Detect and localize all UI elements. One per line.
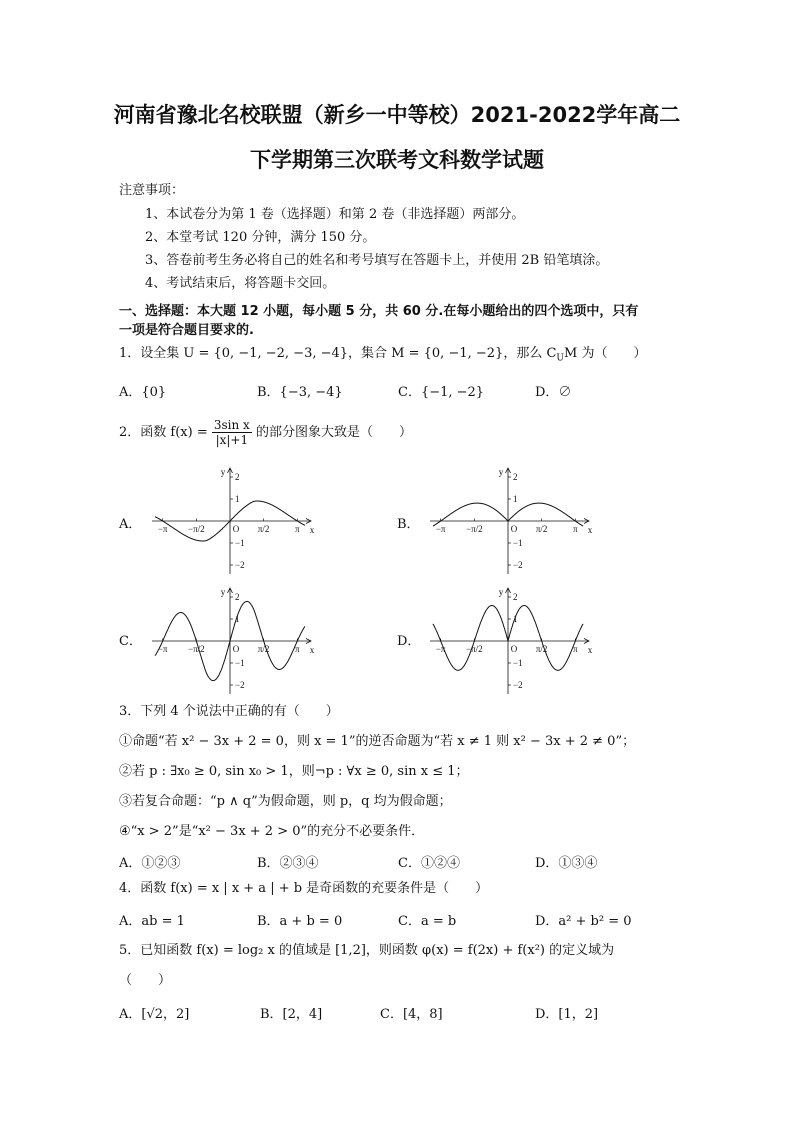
exam-title-line1: 河南省豫北名校联盟（新乡一中等校）2021-2022学年高二 <box>113 103 681 127</box>
q2-option-d-label: D． <box>397 634 421 649</box>
question-3-stem: 3．下列 4 个说法中正确的有（ ） <box>119 704 339 719</box>
x-tick-label: π/2 <box>257 524 270 534</box>
y-tick-label: −1 <box>513 538 523 548</box>
x-tick-label: −π/2 <box>466 524 483 534</box>
origin-label: O <box>232 524 240 534</box>
origin-label: O <box>510 524 518 534</box>
q3-option-d: D．①③④ <box>535 856 598 871</box>
q1-option-d: D．∅ <box>535 385 572 400</box>
y-tick-label: 2 <box>513 592 518 602</box>
q5-option-a: A．[√2，2] <box>119 1007 190 1022</box>
q5-option-b: B．[2，4] <box>260 1007 323 1022</box>
fraction-denominator: |x|+1 <box>215 433 249 447</box>
y-axis-label: y <box>220 587 226 597</box>
q2-option-c-label: C． <box>119 634 142 649</box>
question-1-text: 1．设全集 U = {0, −1, −2, −3, −4}，集合 M = {0, −1, −2}，那么 C <box>119 346 557 361</box>
fraction-numerator: 3sin x <box>213 418 250 432</box>
x-tick-label: π/2 <box>535 524 548 534</box>
q3-option-a: A．①②③ <box>119 856 181 871</box>
q4-option-d: D．a² + b² = 0 <box>535 914 632 929</box>
note-item: 3、答卷前考生务必将自己的姓名和考号填写在答题卡上，并使用 2B 铅笔填涂。 <box>145 253 609 268</box>
q3-statement-2: ②若 p : ∃x₀ ≥ 0, sin x₀ > 1，则¬p : ∀x ≥ 0, sin x ≤ 1； <box>119 764 469 779</box>
q1-option-a: A．{0} <box>119 385 167 400</box>
question-2-text: 2．函数 f(x) = <box>119 425 208 440</box>
note-item: 4、考试结束后，将答题卡交回。 <box>145 276 336 291</box>
note-item: 1、本试卷分为第 1 卷（选择题）和第 2 卷（非选择题）两部分。 <box>145 207 525 222</box>
notes-heading: 注意事项： <box>119 183 185 198</box>
exam-title-line2: 下学期第三次联考文科数学试题 <box>250 148 544 172</box>
y-tick-label: 1 <box>513 614 518 624</box>
origin-label: O <box>232 644 240 654</box>
q2-option-b-label: B． <box>397 517 420 532</box>
q1-option-c: C．{−1, −2} <box>398 385 485 400</box>
question-1-stem <box>119 345 646 368</box>
y-tick-label: −1 <box>235 538 245 548</box>
y-axis-label: y <box>220 467 226 477</box>
q5-option-d: D．[1，2] <box>535 1007 599 1022</box>
question-2-text-end: 的部分图象大致是（ ） <box>255 425 412 440</box>
q3-option-b: B．②③④ <box>257 856 319 871</box>
question-5-stem-cont: （ ） <box>119 973 172 988</box>
y-tick-label: 1 <box>235 494 240 504</box>
x-axis-label: x <box>309 645 315 655</box>
y-tick-label: −2 <box>513 560 523 570</box>
q1-option-b: B．{−3, −4} <box>257 385 343 400</box>
q3-statement-1: ①命题“若 x² − 3x + 2 = 0，则 x = 1”的逆否命题为“若 x ≠ 1 则 x² − 3x + 2 ≠ 0”； <box>119 734 636 749</box>
q4-option-a: A．ab = 1 <box>119 914 185 929</box>
graph-option-c <box>150 586 315 696</box>
y-tick-label: −2 <box>235 560 245 570</box>
question-2-stem <box>119 416 412 450</box>
q3-option-c: C．①②④ <box>398 856 460 871</box>
x-tick-label: π <box>573 524 578 534</box>
y-tick-label: 2 <box>235 592 240 602</box>
graph-option-b <box>428 466 593 576</box>
section-heading-line2: 一项是符合题目要求的. <box>119 323 254 338</box>
q4-option-c: C．a = b <box>398 914 457 929</box>
q3-statement-3: ③若复合命题：“p ∧ q”为假命题，则 p，q 均为假命题； <box>119 794 452 809</box>
x-tick-label: π/2 <box>257 644 270 654</box>
y-tick-label: 2 <box>513 472 518 482</box>
function-fraction <box>212 418 252 447</box>
y-tick-label: 2 <box>235 472 240 482</box>
section-heading-line1: 一、选择题：本大题 12 小题，每小题 5 分，共 60 分.在每小题给出的四个选项中，只有 <box>119 304 639 319</box>
question-1-text-end: M 为（ ） <box>564 346 647 361</box>
x-tick-label: π <box>295 644 300 654</box>
x-tick-label: −π <box>157 644 168 654</box>
y-axis-label: y <box>498 587 504 597</box>
y-tick-label: −2 <box>235 680 245 690</box>
y-tick-label: 1 <box>235 614 240 624</box>
q3-statement-4: ④“x > 2”是“x² − 3x + 2 > 0”的充分不必要条件． <box>119 824 425 839</box>
y-tick-label: −1 <box>235 658 245 668</box>
q4-option-b: B．a + b = 0 <box>257 914 343 929</box>
y-tick-label: −2 <box>513 680 523 690</box>
x-tick-label: −π <box>435 524 446 534</box>
x-tick-label: −π/2 <box>188 524 205 534</box>
question-4-stem: 4．函数 f(x) = x | x + a | + b 是奇函数的充要条件是（ ） <box>119 881 489 896</box>
x-tick-label: −π/2 <box>188 644 205 654</box>
y-tick-label: 1 <box>513 494 518 504</box>
x-tick-label: π <box>573 644 578 654</box>
q2-option-a-label: A． <box>119 517 142 532</box>
graph-option-d <box>428 586 593 696</box>
x-tick-label: π <box>295 524 300 534</box>
complement-subscript: U <box>556 353 564 364</box>
q5-option-c: C．[4，8] <box>380 1007 443 1022</box>
y-tick-label: −1 <box>513 658 523 668</box>
note-item: 2、本堂考试 120 分钟，满分 150 分。 <box>145 230 376 245</box>
x-tick-label: π/2 <box>535 644 548 654</box>
x-tick-label: −π/2 <box>466 644 483 654</box>
x-axis-label: x <box>587 525 593 535</box>
y-axis-label: y <box>498 467 504 477</box>
question-5-stem: 5．已知函数 f(x) = log₂ x 的值域是 [1,2]，则函数 φ(x) = f(2x) + f(x²) 的定义域为 <box>119 943 615 958</box>
graph-option-a <box>150 466 315 576</box>
x-axis-label: x <box>309 525 315 535</box>
origin-label: O <box>510 644 518 654</box>
x-tick-label: −π <box>157 524 168 534</box>
x-tick-label: −π <box>435 644 446 654</box>
x-axis-label: x <box>587 645 593 655</box>
